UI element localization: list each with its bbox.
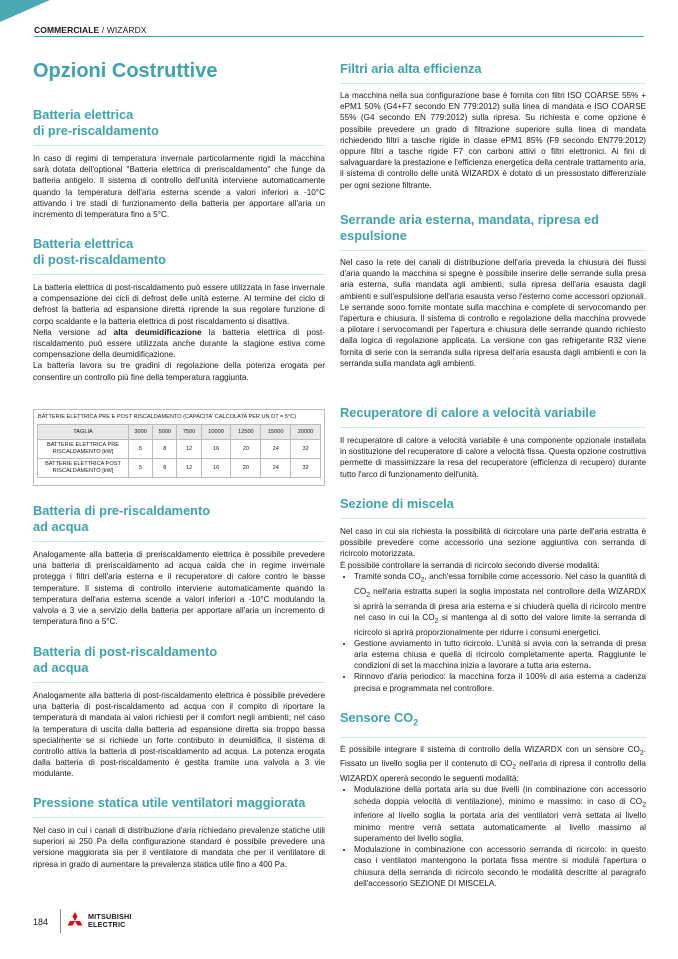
section-title: Batteria elettrica di pre-riscaldamento bbox=[33, 107, 159, 138]
section-title: Recuperatore di calore a velocità variabile bbox=[340, 405, 597, 420]
table-caption: BATTERIE ELETTRICA PRE E POST RISCALDAMENTO (CAPACITA' CALCOLATA PER UN DT = 5°C) bbox=[38, 414, 297, 420]
section-title: Sensore $CO_2$ bbox=[340, 710, 419, 728]
breadcrumb-separator: / bbox=[99, 25, 107, 35]
section-title: Pressione statica utile ventilatori maggiorata bbox=[33, 795, 306, 810]
bullet-list bbox=[340, 571, 646, 694]
table-cell: 20 bbox=[231, 459, 261, 478]
section-pre-water bbox=[33, 503, 325, 627]
divider bbox=[33, 145, 325, 146]
section-text: La macchina nella sua configurazione base è fornita con filtri ISO COARSE 55% + ePM1 50% (G4+F7 secondo EN 779:2012) sulla linea di mandata e ISO COARSE 55% (G4 secondo EN 779:2012) sulla ripresa. Su richiesta e come opzione è possibile prevedere un grado di filtrazione superiore sulla linea di mandata richiedendo filtri a tasche rigide in classe ePM1 85% (F9 secondo EN779:2012) oppure filtri a tasche rigide F7 con carboni attivi o filtri elettronici. Ai fini di salvaguardare la prestazione e l'efficienza energetica della centrale trattamento aria, il sistema di controllo delle unità WIZARDX è dotato di un pressostato differenziale per ogni sezione filtrante. bbox=[340, 91, 646, 190]
section-mixing bbox=[340, 496, 646, 694]
section-text: È possibile integrare il sistema di controllo della WIZARDX con un sensore $CO_2$. Fissato un livello soglia per il contenuto di $CO_2$ nell'aria di ripresa il controllo della WIZARDX opererà secondo le seguenti modalità: bbox=[340, 744, 646, 784]
table-cell: 32 bbox=[291, 440, 321, 459]
section-recovery bbox=[340, 405, 646, 480]
table-cell: 16 bbox=[201, 440, 231, 459]
divider bbox=[33, 541, 325, 542]
table-header: 5000 bbox=[153, 425, 177, 440]
header-rule bbox=[34, 36, 644, 37]
table-cell: 8 bbox=[153, 459, 177, 478]
divider bbox=[33, 274, 325, 275]
table-cell: 16 bbox=[201, 459, 231, 478]
bullet-list bbox=[340, 784, 646, 888]
corner-tab bbox=[0, 0, 50, 22]
table-cell: 20 bbox=[231, 440, 261, 459]
section-text: La batteria elettrica di post-riscaldamento può essere utilizzata in fase invernale a compensazione dei cicli di defrost delle unità esterne. Al termine del ciclo di defrost la batteria ad espansione diretta riprende la sua regolare funzione di corpo scaldante e la batteria elettrica di post riscaldamento si disattiva. bbox=[33, 283, 325, 326]
table bbox=[37, 424, 321, 478]
page-title: Opzioni Costruttive bbox=[33, 60, 218, 82]
section-text: La batteria lavora su tre gradini di regolazione della potenza erogata per consentire un controllo più fine della temperatura raggiunta. bbox=[33, 361, 325, 382]
page-number: 184 bbox=[33, 917, 49, 927]
heater-capacity-table bbox=[33, 409, 325, 486]
breadcrumb-product: WIZARDX bbox=[106, 25, 147, 35]
breadcrumb bbox=[34, 25, 147, 35]
table-header: 10000 bbox=[201, 425, 231, 440]
table-header: 12500 bbox=[231, 425, 261, 440]
section-title: Batteria di post-riscaldamento ad acqua bbox=[33, 644, 218, 675]
divider bbox=[33, 682, 325, 683]
section-dampers bbox=[340, 212, 646, 369]
section-title: Serrande aria esterna, mandata, ripresa ed espulsione bbox=[340, 212, 599, 243]
list-item: • Modulazione della portata aria su due livelli (in combinazione con accessorio scheda doppia velocità di ventilazione), minimo e massimo: in caso di $CO_2$ inferiore al livello soglia la portata aria dei ventilatori verrà settata al livello minimo mentre verrà settata automaticamente al livello massimo al superamento del livello soglia. bbox=[354, 784, 646, 844]
section-title: Batteria elettrica di post-riscaldamento bbox=[33, 236, 166, 267]
table-cell: 24 bbox=[261, 459, 291, 478]
section-text: Il recuperatore di calore a velocità variabile è una componente opzionale installata in sostituzione del recuperatore di calore a velocità fissa. Questa opzione costruttiva permette di massimizzare la resa del recuperatore (efficienza di recupero) durante tutto l'arco di funzionamento dell'unità. bbox=[340, 436, 646, 479]
breadcrumb-section: COMMERCIALE bbox=[34, 25, 100, 35]
divider bbox=[33, 817, 325, 818]
section-title: Sezione di miscela bbox=[340, 496, 454, 511]
section-post-electric bbox=[33, 236, 325, 383]
table-row bbox=[38, 440, 321, 459]
section-text: Analogamente alla batteria di post-riscaldamento elettrica è possibile prevedere una batteria di post-riscaldamento ad acqua con il compito di riportare la temperatura di mandata ai valori richiesti per il comfort negli ambienti; nel caso la temperatura di uscita dalla batteria ad espansione diretta sia troppo bassa specialmente se si richiede un forte contributo in deumidifica, il sistema di controllo attiva la batteria di post-riscaldamento ad acqua. La potenza erogata dalla batteria di post-riscaldamento è gestita tramite una valvola a 3 vie modulante. bbox=[33, 691, 325, 779]
divider bbox=[340, 83, 646, 84]
table-cell: 24 bbox=[261, 440, 291, 459]
table-cell: 8 bbox=[153, 440, 177, 459]
table-cell: BATTERIE ELETTRICA PRE RISCALDAMENTO [kW] bbox=[38, 440, 129, 459]
table-cell: 5 bbox=[129, 440, 153, 459]
divider bbox=[340, 737, 646, 738]
table-header: 7500 bbox=[177, 425, 201, 440]
section-post-water bbox=[33, 644, 325, 780]
table-cell: 32 bbox=[291, 459, 321, 478]
list-item: • Gestione avviamento in tutto ricircolo. L'unità si avvia con la serranda di presa aria esterna chiusa e quella di ricircolo completamente aperta. Raggiunte le condizioni di set la macchina inizia a lavorare a tutta aria esterna. bbox=[354, 638, 646, 672]
table-header: TAGLIA bbox=[38, 425, 129, 440]
list-item: • Modulazione in combinazione con accessorio serranda di ricircolo: in questo caso i ventilatori mantengono la portata fissa mentre si modula l'apertura o chiusura della serranda di ricircolo secondo le modalità descritte al paragrafo dell'accessorio SEZIONE DI MISCELA. bbox=[354, 844, 646, 889]
brand-name: MITSUBISHI ELECTRIC bbox=[88, 912, 132, 929]
divider bbox=[340, 250, 646, 251]
table-cell: 12 bbox=[177, 459, 201, 478]
section-text: Nel caso in cui sia richiesta la possibilità di ricircolare una parte dell'aria estratta è possibile prevedere come accessorio una sezione aggiuntiva con serranda di ricircolo motorizzata. bbox=[340, 527, 646, 559]
section-text: È possibile controllare la serranda di ricircolo secondo diverse modalità: bbox=[340, 560, 600, 570]
section-text: Nel caso la rete dei canali di distribuzione dell'aria preveda la chiusura dei flussi d'aria quando la macchina si spegne è possibile inserire delle serrande sulla presa aria esterna, sulla mandata agli ambienti, sulla ripresa dell'aria esausta dagli ambienti e sull'espulsione dell'aria esausta verso l'esterno come accessori opzionali. Le serrande sono fornite montate sulla macchina e complete di servocomando per l'apertura e chiusura. Il sistema di controllo e regolazione della macchina provvede a pilotare i servocomandi per l'apertura e chiusura delle serrande quando richiesto dalla logica di regolazione applicata. La versione con gas refrigerante R32 viene fornita di serie con la serranda sulla ripresa dell'aria esausta dagli ambienti e con la serranda sulla mandata agli ambienti. bbox=[340, 258, 646, 368]
section-pre-electric bbox=[33, 107, 325, 220]
table-header: 15000 bbox=[261, 425, 291, 440]
list-item: • Rinnovo d'aria periodico: la macchina forza il 100% di aria esterna a cadenza precisa e programmata nel controllore. bbox=[354, 671, 646, 693]
section-co2-sensor bbox=[340, 710, 646, 889]
table-cell: 5 bbox=[129, 459, 153, 478]
section-text: In caso di regimi di temperatura invernale particolarmente rigidi la macchina sarà dotata dell'optional "Batteria elettrica di preriscaldamento" che funge da batteria antigelo. Il sistema di controllo dell'unità interviene automaticamente quando la temperatura dell'aria esterna scende a valori inferiori a -10°C attivando i tre stadi di funzionamento della batteria per apportare all'aria un incremento di temperatura fino a 5°C. bbox=[33, 154, 325, 220]
table-header: 3000 bbox=[129, 425, 153, 440]
divider bbox=[340, 518, 646, 519]
mitsubishi-logo-icon bbox=[66, 911, 84, 929]
table-header-row bbox=[38, 425, 321, 440]
section-text: Nel caso in cui i canali di distribuzione d'aria richiedano prevalenze statiche utili superiori ai 250 Pa della configurazione standard è possibile prevedere una versione maggiorata sia per il ventilatore di mandata che per il ventilatore di ripresa in grado di aumentare la prevalenza statica utile fino a 400 Pa. bbox=[33, 826, 325, 869]
divider bbox=[340, 427, 646, 428]
section-fans bbox=[33, 795, 325, 870]
section-title: Filtri aria alta efficienza bbox=[340, 61, 482, 76]
section-title: Batteria di pre-riscaldamento ad acqua bbox=[33, 503, 211, 534]
footer-divider bbox=[60, 909, 61, 933]
section-text: Analogamente alla batteria di preriscaldamento elettrica è possibile prevedere una batteria di preriscaldamento ad acqua calda che in regime invernale protegga i filtri dell'aria esterna e il recuperatore di calore contro le basse temperature. Il sistema di controllo interviene automaticamente quando la temperatura dell'aria esterna scende a valori inferiori a -10°C modulando la valvola a 3 vie a servizio della batteria per apportare all'aria un incremento di temperatura fino a 5°C. bbox=[33, 550, 325, 627]
table-row bbox=[38, 459, 321, 478]
table-header: 20000 bbox=[291, 425, 321, 440]
section-text: Nella versione ad alta deumidificazione la batteria elettrica di post-riscaldamento può essere utilizzata anche durante la stagione estiva come compensazione della deumidificazione. bbox=[33, 327, 325, 360]
section-filters bbox=[340, 61, 646, 191]
table-cell: BATTERIE ELETTRICA POST RISCALDAMENTO [kW] bbox=[38, 459, 129, 478]
list-item: • Tramite sonda $CO_2$, anch'essa fornibile come accessorio. Nel caso la quantità di $CO_2$ nell'aria estratta superi la soglia impostata nel controllore della WIZARDX si aprirà la serranda di presa aria esterna e si chiuderà quella di ricircolo mentre nel caso in cui la $CO_2$ si mantenga al di sotto del valore limite la serranda di ricircolo si aprirà proporzionalmente per ridurre i consumi energetici. bbox=[354, 571, 646, 638]
table-cell: 12 bbox=[177, 440, 201, 459]
